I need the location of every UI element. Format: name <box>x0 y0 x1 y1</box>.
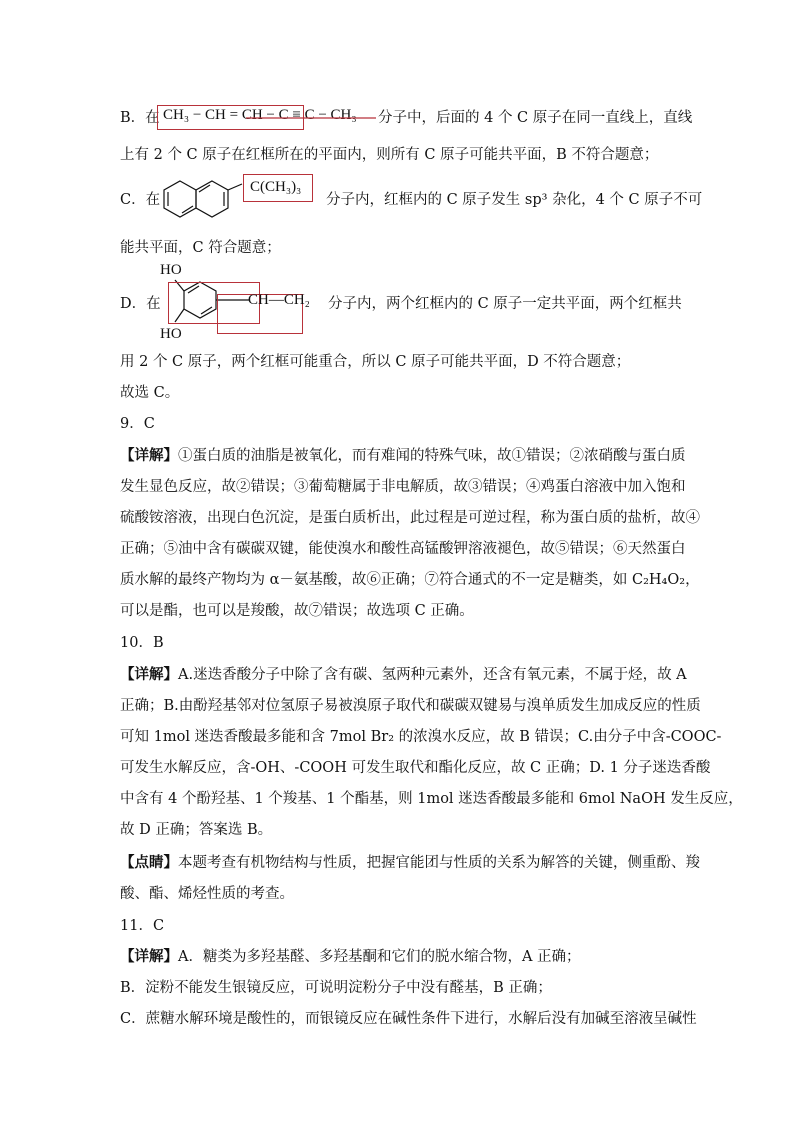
q9-text-3: 硫酸铵溶液，出现白色沉淀，是蛋白质析出，此过程是可逆过程，称为蛋白质的盐析，故④ <box>120 510 700 526</box>
option-c-suffix-line <box>326 190 703 210</box>
q10-label: 【详解】 <box>120 666 178 683</box>
vinyl-chain: CH—CH₂ <box>248 292 310 308</box>
q9-line-3 <box>120 508 700 528</box>
option-b-formula: CH₃ − CH = CH − C ≡ C − CH₃ <box>163 107 357 123</box>
q10-line-5 <box>120 789 743 809</box>
answer-text: 故选 C。 <box>120 385 180 401</box>
hydroxyl-bottom: HO <box>160 326 182 342</box>
q10-note-label: 【点睛】 <box>120 854 178 871</box>
option-b-line2 <box>120 145 680 165</box>
q10-note-line-1 <box>120 853 700 873</box>
q9-line-1 <box>120 446 686 466</box>
option-c-prefix: C．在 <box>120 192 161 208</box>
q10-text-1: A.迷迭香酸分子中除了含有碳、氢两种元素外，还含有氧元素，不属于烃，故 A <box>178 667 687 683</box>
option-b-suffix-line <box>378 108 693 128</box>
q10-line-6 <box>120 820 680 840</box>
q9-line-2 <box>120 477 686 497</box>
q11-text-2: B．淀粉不能发生银镜反应，可说明淀粉分子中没有醛基，B 正确； <box>120 980 552 996</box>
q9-text-1: ①蛋白质的油脂是被氧化，而有难闻的特殊气味，故①错误；②浓硝酸与蛋白质 <box>178 448 686 464</box>
q9-text-5: 质水解的最终产物均为 α－氨基酸，故⑥正确；⑦符合通式的不一定是糖类，如 C₂H₄O₂， <box>120 572 700 588</box>
option-b-text: 上有 2 个 C 原子在红框所在的平面内，则所有 C 原子可能共平面，B 不符合题意； <box>120 147 659 163</box>
option-b-suffix: 分子中，后面的 4 个 C 原子在同一直线上，直线 <box>378 110 693 126</box>
q9-number <box>120 414 680 434</box>
q10-line-1 <box>120 665 687 685</box>
answer-line <box>120 383 680 403</box>
tert-butyl-group: C(CH₃)₃ <box>250 179 302 195</box>
option-d-suffix-line <box>328 294 688 314</box>
q11-number-text: 11．C <box>120 918 165 934</box>
q10-line-3 <box>120 727 722 747</box>
q10-line-2 <box>120 696 701 716</box>
q10-line-4 <box>120 758 711 778</box>
option-d-text: 用 2 个 C 原子，两个红框可能重合，所以 C 原子可能共平面，D 不符合题意； <box>120 354 631 370</box>
option-c-line2 <box>120 238 680 258</box>
q9-line-6 <box>120 601 680 621</box>
q11-text-3: C．蔗糖水解环境是酸性的，而银镜反应在碱性条件下进行，水解后没有加碱至溶液呈碱性 <box>120 1011 697 1027</box>
q9-text-2: 发生显色反应，故②错误；③葡萄糖属于非电解质，故③错误；④鸡蛋白溶液中加入饱和 <box>120 479 686 495</box>
option-d-line2 <box>120 352 680 372</box>
q11-number <box>120 916 680 936</box>
q10-number-text: 10．B <box>120 635 164 651</box>
option-b-prefix: B．在 <box>120 110 160 126</box>
strikethrough-mark <box>246 110 386 128</box>
q10-text-2: 正确；B.由酚羟基邻对位氢原子易被溴原子取代和碳碳双键易与溴单质发生加成反应的性质 <box>120 698 701 714</box>
q11-text-1: A．糖类为多羟基醛、多羟基酮和它们的脱水缩合物，A 正确； <box>178 949 581 965</box>
q10-note-1: 本题考查有机物结构与性质，把握官能团与性质的关系为解答的关键，侧重酚、羧 <box>178 855 700 871</box>
q11-line-2 <box>120 978 680 998</box>
q9-line-5 <box>120 570 700 590</box>
q10-text-3: 可知 1mol 迷迭香酸最多能和含 7mol Br₂ 的浓溴水反应，故 B 错误；C.由分子中含-COOC- <box>120 729 722 745</box>
option-d-prefix: D．在 <box>120 296 161 312</box>
q10-text-4: 可发生水解反应，含-OH、-COOH 可发生取代和酯化反应，故 C 正确；D. 1 分子迷迭香酸 <box>120 760 711 776</box>
q11-line-3 <box>120 1009 697 1029</box>
q9-line-4 <box>120 539 686 559</box>
q11-line-1 <box>120 947 680 967</box>
naphthalene-structure <box>158 176 248 226</box>
q10-text-5: 中含有 4 个酚羟基、1 个羧基、1 个酯基，则 1mol 迷迭香酸最多能和 6mol NaOH 发生反应， <box>120 791 743 807</box>
q11-label: 【详解】 <box>120 948 178 965</box>
q10-number <box>120 633 680 653</box>
q9-text-4: 正确；⑤油中含有碳碳双键，能使溴水和酸性高锰酸钾溶液褪色，故⑤错误；⑥天然蛋白 <box>120 541 686 557</box>
q10-text-6: 故 D 正确；答案选 B。 <box>120 822 273 838</box>
option-c-text: 能共平面，C 符合题意； <box>120 240 281 256</box>
q10-note-line-2 <box>120 884 680 904</box>
q9-number-text: 9．C <box>120 416 155 432</box>
q9-label: 【详解】 <box>120 447 178 464</box>
option-d-suffix: 分子内，两个红框内的 C 原子一定共平面，两个红框共 <box>328 296 682 312</box>
q9-text-6: 可以是酯，也可以是羧酸，故⑦错误；故选项 C 正确。 <box>120 603 474 619</box>
hydroxyl-top: HO <box>160 262 182 278</box>
option-c-suffix: 分子内，红框内的 C 原子发生 sp³ 杂化，4 个 C 原子不可 <box>326 192 703 208</box>
q10-note-2: 酸、酯、烯烃性质的考查。 <box>120 886 294 902</box>
